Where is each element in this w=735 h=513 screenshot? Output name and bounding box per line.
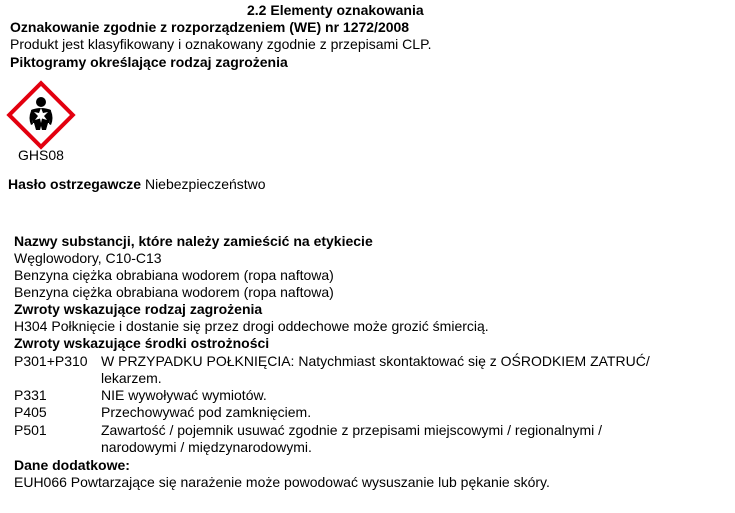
section-title: 2.2 Elementy oznakowania xyxy=(247,2,424,18)
pictogram-code: GHS08 xyxy=(18,147,64,163)
additional-heading: Dane dodatkowe: xyxy=(14,457,130,473)
precaution-text: W PRZYPADKU POŁKNIĘCIA: Natychmiast skontaktować się z OŚRODKIEM ZATRUĆ/ xyxy=(101,353,650,369)
precaution-text-cont: lekarzem. xyxy=(101,370,162,386)
signal-word-label: Hasło ostrzegawcze xyxy=(8,176,142,192)
health-hazard-icon xyxy=(4,78,78,152)
signal-word-value: Niebezpieczeństwo xyxy=(144,176,266,192)
precaution-code: P501 xyxy=(14,422,47,438)
hazard-heading: Zwroty wskazujące rodzaj zagrożenia xyxy=(14,301,263,317)
precaution-text: Zawartość / pojemnik usuwać zgodnie z przepisami miejscowymi / regionalnymi / xyxy=(101,422,603,438)
signal-word xyxy=(8,176,266,193)
hazard-statement: H304 Połknięcie i dostanie się przez drogi oddechowe może grozić śmiercią. xyxy=(14,318,489,334)
additional-text: EUH066 Powtarzające się narażenie może powodować wysuszanie lub pękanie skóry. xyxy=(14,474,550,490)
substance-item: Węglowodory, C10-C13 xyxy=(14,250,162,266)
precaution-text: NIE wywoływać wymiotów. xyxy=(101,387,267,403)
precaution-code: P405 xyxy=(14,404,47,420)
substance-item: Benzyna ciężka obrabiana wodorem (ropa naftowa) xyxy=(14,284,334,300)
substance-item: Benzyna ciężka obrabiana wodorem (ropa naftowa) xyxy=(14,267,334,283)
precaution-code: P301+P310 xyxy=(14,353,88,369)
substances-heading: Nazwy substancji, które należy zamieścić na etykiecie xyxy=(14,233,373,249)
labelling-heading: Oznakowanie zgodnie z rozporządzeniem (WE) nr 1272/2008 xyxy=(10,19,410,35)
clp-text: Produkt jest klasyfikowany i oznakowany zgodnie z przepisami CLP. xyxy=(10,36,432,52)
precaution-text: Przechowywać pod zamknięciem. xyxy=(101,404,312,420)
precaution-text-cont: narodowymi / międzynarodowymi. xyxy=(101,439,312,455)
precaution-heading: Zwroty wskazujące środki ostrożności xyxy=(14,335,270,351)
precaution-code: P331 xyxy=(14,387,47,403)
pictograms-heading: Piktogramy określające rodzaj zagrożenia xyxy=(10,54,288,70)
